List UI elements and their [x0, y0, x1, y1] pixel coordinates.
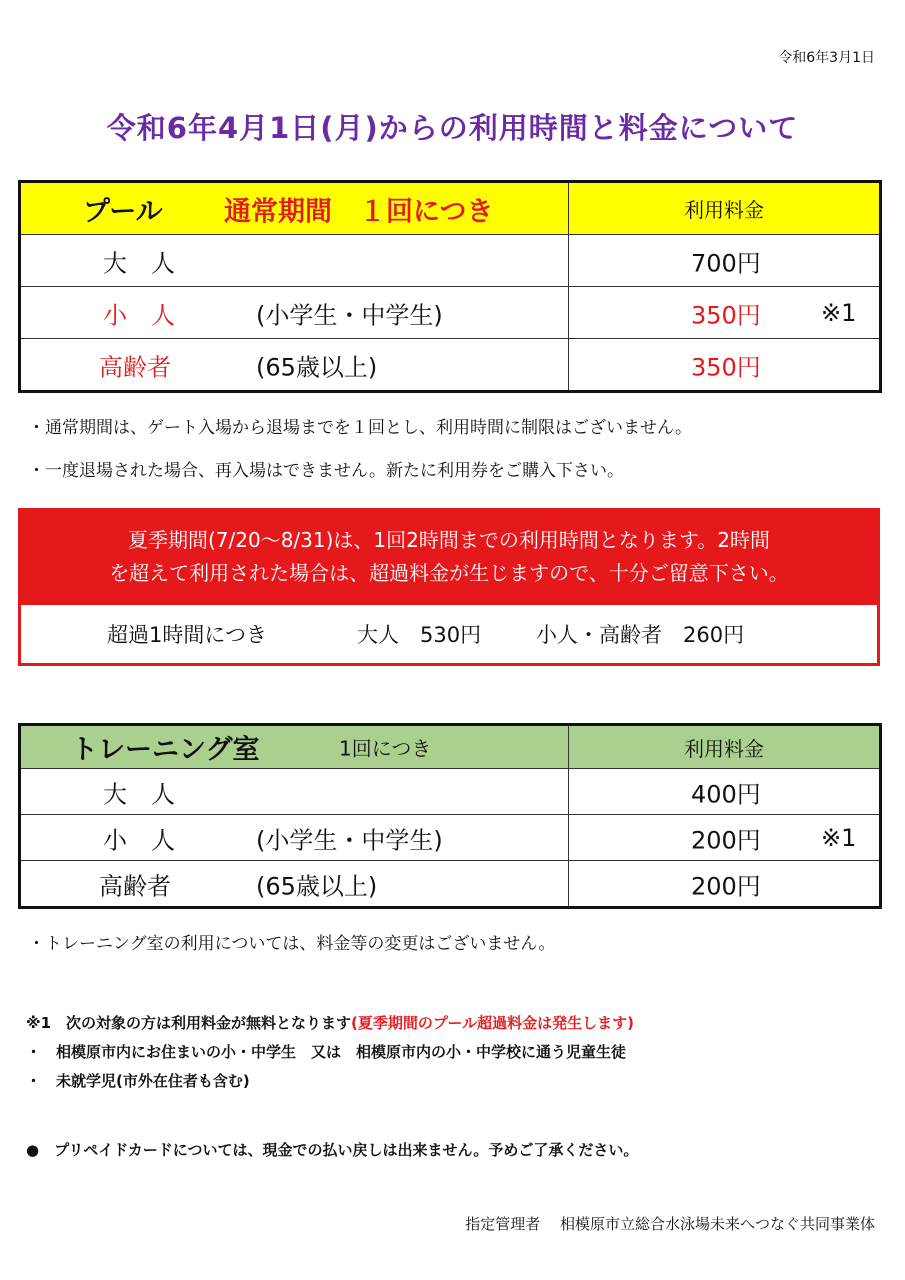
row-sub: (65歳以上) — [256, 872, 378, 900]
footnote-head-red: (夏季期間のプール超過料金は発生します) — [351, 1014, 634, 1032]
pool-fee-header: 利用料金 — [569, 182, 881, 235]
row-mark: ※1 — [821, 823, 857, 852]
row-label: 大 人 — [103, 780, 175, 808]
training-note: ・トレーニング室の利用については、料金等の変更はございません。 — [28, 934, 556, 954]
table-row — [20, 769, 881, 815]
row-sub: (65歳以上) — [256, 353, 378, 381]
footnote-item-1: ・ 相模原市内にお住まいの小・中学生 又は 相模原市内の小・中学校に通う児童生徒 — [26, 1043, 627, 1061]
table-row — [20, 339, 881, 392]
row-mark: ※1 — [821, 298, 857, 327]
manager: 指定管理者 相模原市立総合水泳場未来へつなぐ共同事業体 — [465, 1215, 875, 1233]
summer-line-2: を超えて利用された場合は、超過料金が生じますので、十分ご留意下さい。 — [109, 561, 789, 585]
table-row — [20, 235, 881, 287]
row-label: 高齢者 — [99, 872, 171, 900]
row-label: 小 人 — [103, 826, 175, 854]
footnote-head — [26, 1012, 634, 1033]
table-row — [20, 861, 881, 908]
row-sub: (小学生・中学生) — [256, 301, 443, 329]
footnote-item-2: ・ 未就学児(市外在住者も含む) — [26, 1072, 250, 1090]
summer-line-1: 夏季期間(7/20～8/31)は、1回2時間までの利用時間となります。2時間 — [127, 528, 770, 552]
table-row — [20, 287, 881, 339]
row-price: 350円 — [691, 353, 761, 381]
page-title: 令和6年4月1日(月)からの利用時間と料金について — [106, 111, 799, 145]
row-label: 高齢者 — [99, 353, 171, 381]
row-price: 200円 — [691, 826, 761, 854]
overtime-label: 超過1時間につき — [107, 623, 267, 647]
footnote-head-text: ※1 次の対象の方は利用料金が無料となります — [26, 1014, 352, 1032]
overtime-adult: 大人 530円 — [357, 623, 482, 647]
row-price: 400円 — [691, 780, 761, 808]
table-row — [20, 815, 881, 861]
row-price: 700円 — [691, 249, 761, 277]
pool-fee-table — [18, 180, 882, 393]
pool-name: プール — [83, 196, 163, 227]
pool-note-1: ・通常期間は、ゲート入場から退場までを１回とし、利用時間に制限はございません。 — [28, 418, 693, 438]
pool-note-2: ・一度退場された場合、再入場はできません。新たに利用券をご購入下さい。 — [28, 461, 625, 481]
training-name: トレーニング室 — [71, 734, 260, 766]
row-sub: (小学生・中学生) — [256, 826, 443, 854]
row-price: 350円 — [691, 301, 761, 329]
training-period: 1回につき — [339, 736, 432, 761]
row-price: 200円 — [691, 872, 761, 900]
row-label: 大 人 — [103, 249, 175, 277]
overtime-child: 小人・高齢者 260円 — [536, 623, 745, 647]
pool-period: 通常期間 １回につき — [224, 196, 494, 227]
summer-notice — [18, 508, 880, 666]
training-fee-header: 利用料金 — [569, 725, 881, 769]
prepaid-note: ● プリペイドカードについては、現金での払い戻しは出来ません。予めご了承ください。 — [26, 1141, 639, 1159]
issue-date: 令和6年3月1日 — [778, 50, 875, 66]
row-label: 小 人 — [103, 301, 175, 329]
training-fee-table — [18, 723, 882, 909]
